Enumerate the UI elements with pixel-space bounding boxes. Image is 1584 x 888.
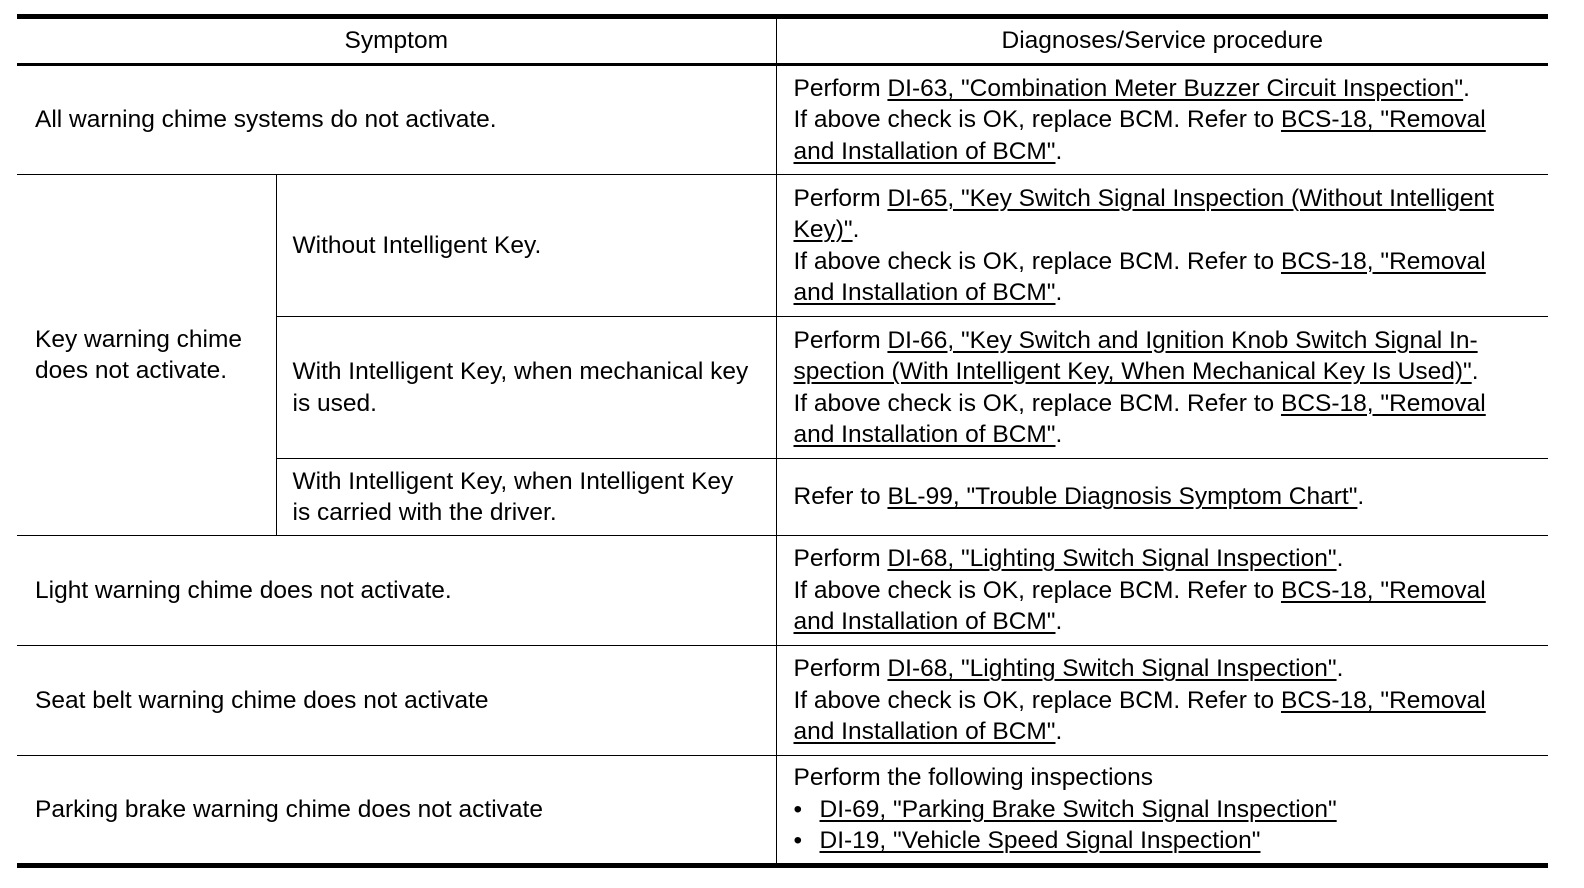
- symptom-table-wrapper: [17, 14, 1548, 868]
- reference-link[interactable]: DI-69, "Parking Brake Switch Signal Inspection": [819, 795, 1337, 823]
- reference-link[interactable]: BCS-18, "Removal: [1280, 247, 1486, 275]
- symptom-cell: Light warning chime does not activate.: [17, 536, 776, 646]
- reference-link[interactable]: BCS-18, "Removal: [1280, 389, 1486, 417]
- table-row: [17, 175, 1548, 317]
- symptom-cell: All warning chime systems do not activate.: [17, 65, 776, 175]
- reference-link[interactable]: spection (With Intelligent Key, When Mechanical Key Is Used)": [793, 358, 1472, 385]
- bullet-icon: •: [793, 795, 803, 823]
- reference-link[interactable]: DI-19, "Vehicle Speed Signal Inspection": [819, 827, 1261, 855]
- procedure-cell: Refer to BL-99, "Trouble Diagnosis Symptom Chart".: [776, 459, 1548, 536]
- reference-link[interactable]: and Installation of BCM": [793, 279, 1056, 306]
- table-row: [17, 756, 1548, 866]
- reference-link[interactable]: and Installation of BCM": [793, 421, 1056, 448]
- condition-cell: Without Intelligent Key.: [276, 175, 776, 317]
- reference-link[interactable]: and Installation of BCM": [793, 137, 1056, 165]
- header-row: [17, 17, 1548, 65]
- reference-link[interactable]: DI-66, "Key Switch and Ignition Knob Switch Signal In-: [887, 326, 1478, 354]
- procedure-cell: [776, 756, 1548, 866]
- procedure-cell: Perform DI-68, "Lighting Switch Signal Inspection". If above check is OK, replace BCM. Refer to BCS-18, "Removal and Installation of BCM".: [776, 646, 1548, 756]
- reference-link[interactable]: DI-68, "Lighting Switch Signal Inspection": [887, 655, 1337, 683]
- table-row: [17, 536, 1548, 646]
- list-item: [794, 794, 1539, 826]
- list-item: [794, 825, 1539, 857]
- procedure-intro: Perform the following inspections: [793, 764, 1154, 792]
- header-symptom: Symptom: [17, 17, 776, 65]
- condition-cell: With Intelligent Key, when Intelligent Key is carried with the driver.: [276, 459, 776, 536]
- procedure-cell: Perform DI-63, "Combination Meter Buzzer Circuit Inspection". If above check is OK, replace BCM. Refer to BCS-18, "Removal and Installation of BCM".: [776, 65, 1548, 175]
- reference-link[interactable]: and Installation of BCM": [793, 608, 1056, 636]
- reference-link[interactable]: Key)": [793, 216, 853, 243]
- procedure-cell: Perform DI-65, "Key Switch Signal Inspection (Without Intelligent Key)". If above check is OK, replace BCM. Refer to BCS-18, "Removal and Installation of BCM".: [776, 175, 1548, 317]
- reference-link[interactable]: BCS-18, "Removal: [1280, 686, 1486, 714]
- symptom-cell: Seat belt warning chime does not activate: [17, 646, 776, 756]
- table-row: [17, 646, 1548, 756]
- procedure-cell: Perform DI-66, "Key Switch and Ignition Knob Switch Signal In- spection (With Intelligent Key, When Mechanical Key Is Used)". If above check is OK, replace BCM. Refer to BCS-18, "Removal and Installation of BCM".: [776, 317, 1548, 459]
- reference-link[interactable]: BL-99, "Trouble Diagnosis Symptom Chart": [887, 483, 1358, 511]
- reference-link[interactable]: and Installation of BCM": [793, 718, 1056, 746]
- reference-link[interactable]: DI-63, "Combination Meter Buzzer Circuit Inspection": [887, 74, 1464, 102]
- reference-link[interactable]: DI-68, "Lighting Switch Signal Inspection": [887, 545, 1337, 573]
- bullet-icon: •: [793, 827, 803, 855]
- symptom-table: [17, 14, 1548, 868]
- table-row: [17, 65, 1548, 175]
- symptom-cell: Key warning chime does not activate.: [17, 175, 276, 536]
- reference-link[interactable]: BCS-18, "Removal: [1280, 576, 1486, 604]
- symptom-cell: Parking brake warning chime does not activate: [17, 756, 776, 866]
- reference-link[interactable]: BCS-18, "Removal: [1280, 106, 1486, 134]
- procedure-cell: Perform DI-68, "Lighting Switch Signal Inspection". If above check is OK, replace BCM. Refer to BCS-18, "Removal and Installation of BCM".: [776, 536, 1548, 646]
- condition-cell: With Intelligent Key, when mechanical key is used.: [276, 317, 776, 459]
- reference-link[interactable]: DI-65, "Key Switch Signal Inspection (Without Intelligent: [887, 184, 1494, 212]
- header-procedure: Diagnoses/Service procedure: [776, 17, 1548, 65]
